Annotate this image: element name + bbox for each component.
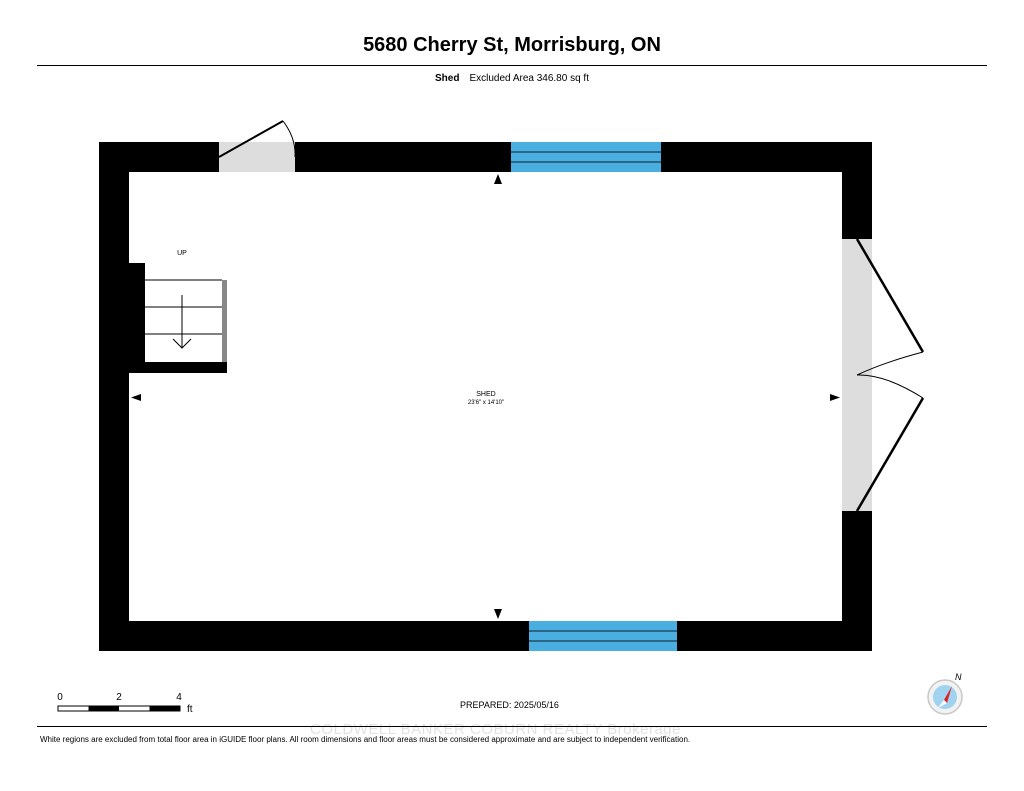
marker-top	[494, 174, 502, 184]
prepared-date: PREPARED: 2025/05/16	[460, 700, 559, 710]
scale-unit: ft	[187, 704, 193, 715]
stair-label: UP	[177, 250, 187, 257]
room-name: SHED	[476, 391, 496, 398]
area-text: Excluded Area 346.80 sq ft	[469, 73, 589, 84]
scale-tick-2: 2	[116, 692, 122, 703]
door-right	[842, 239, 923, 511]
marker-right	[830, 394, 840, 401]
level-name: Shed	[435, 73, 460, 84]
wall-right-top	[842, 142, 872, 239]
wall-bottom-left	[99, 621, 529, 651]
room-dimensions: 23'6" x 14'10"	[467, 400, 505, 406]
wall-right-bottom	[842, 511, 872, 651]
wall-top-right	[661, 142, 872, 172]
marker-left	[131, 394, 141, 401]
window-top	[511, 142, 661, 172]
footer-divider	[37, 726, 987, 727]
window-bottom	[529, 621, 677, 651]
staircase	[129, 263, 227, 373]
brokerage-watermark: COLDWELL BANKER COBURN REALTY Brokerage	[310, 721, 681, 738]
scale-tick-0: 0	[57, 692, 63, 703]
door-top	[219, 121, 295, 172]
compass-north-label: N	[955, 672, 962, 682]
scale-tick-4: 4	[176, 692, 182, 703]
page-title: 5680 Cherry St, Morrisburg, ON	[363, 34, 661, 56]
wall-left	[99, 142, 129, 651]
marker-bottom	[494, 609, 502, 619]
compass-icon	[928, 672, 962, 714]
wall-top-middle	[295, 142, 511, 172]
disclaimer-text: White regions are excluded from total floor area in iGUIDE floor plans. All room dimensions and floor areas must be considered approximate and are subject to independent verification.	[40, 735, 691, 744]
scale-bar	[57, 692, 193, 715]
